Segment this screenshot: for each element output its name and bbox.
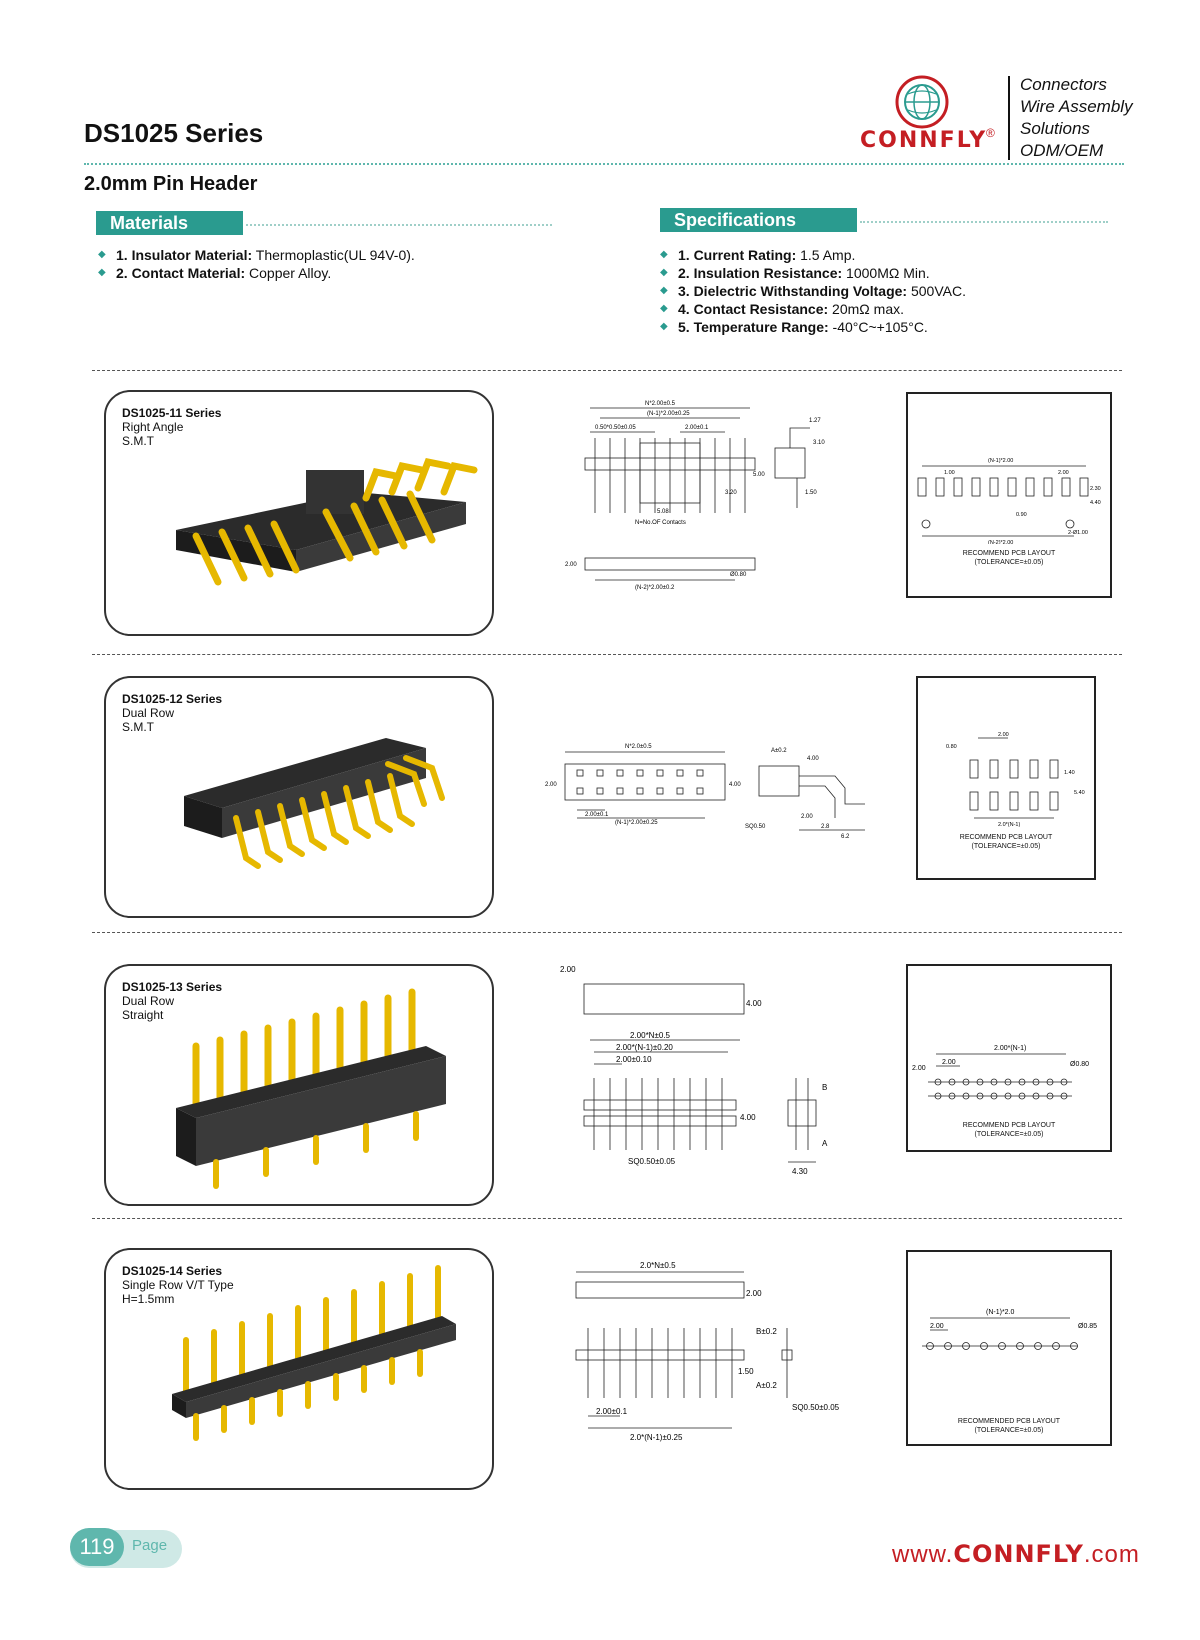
product-photo-dual-row-smt-header bbox=[106, 678, 492, 916]
specifications-list bbox=[660, 246, 1120, 336]
product-type: Dual Row bbox=[122, 994, 175, 1008]
svg-text:4.00: 4.00 bbox=[746, 999, 762, 1008]
svg-text:2.00*(N-1)±0.20: 2.00*(N-1)±0.20 bbox=[616, 1043, 673, 1052]
tagline-line: Solutions bbox=[1020, 119, 1090, 138]
svg-text:5.08: 5.08 bbox=[657, 509, 669, 515]
pcb-drawing bbox=[918, 678, 1094, 828]
product-name: DS1025-11 Series bbox=[122, 406, 222, 420]
product-photo-right-angle-header bbox=[106, 392, 492, 634]
svg-text:0.90: 0.90 bbox=[1016, 512, 1027, 518]
pcb-layout-ds1025-13 bbox=[906, 964, 1112, 1152]
globe-icon bbox=[894, 74, 950, 130]
svg-text:2.0*N±0.5: 2.0*N±0.5 bbox=[640, 1261, 676, 1270]
svg-text:2.00±0.1: 2.00±0.1 bbox=[685, 425, 709, 431]
product-card-ds1025-13 bbox=[104, 964, 494, 1206]
svg-text:1.27: 1.27 bbox=[809, 418, 821, 424]
product-type: Single Row V/T Type bbox=[122, 1278, 234, 1292]
svg-text:2-Ø1.00: 2-Ø1.00 bbox=[1068, 530, 1088, 536]
svg-text:4.00: 4.00 bbox=[807, 756, 819, 762]
svg-text:SQ0.50±0.05: SQ0.50±0.05 bbox=[792, 1403, 840, 1412]
svg-text:2.00: 2.00 bbox=[746, 1289, 762, 1298]
svg-text:SQ0.50±0.05: SQ0.50±0.05 bbox=[628, 1157, 676, 1166]
page-label: Page bbox=[132, 1537, 168, 1554]
product-photo-single-row-header bbox=[106, 1250, 492, 1488]
svg-text:1.50: 1.50 bbox=[738, 1367, 754, 1376]
svg-text:1.00: 1.00 bbox=[944, 470, 955, 476]
svg-text:5.40: 5.40 bbox=[1074, 790, 1085, 796]
svg-text:N*2.00±0.5: N*2.00±0.5 bbox=[645, 401, 675, 407]
tagline-line: Connectors bbox=[1020, 75, 1107, 94]
svg-text:2.00: 2.00 bbox=[565, 562, 577, 568]
section-divider bbox=[92, 932, 1122, 933]
svg-text:2.00±0.1: 2.00±0.1 bbox=[585, 812, 609, 818]
svg-text:0.50*0.50±0.05: 0.50*0.50±0.05 bbox=[595, 425, 636, 431]
svg-text:A±0.2: A±0.2 bbox=[756, 1381, 777, 1390]
list-item: ◆ 2. Insulation Resistance: 1000MΩ Min. bbox=[660, 264, 1120, 282]
technical-drawing bbox=[565, 398, 865, 613]
tagline-line: Wire Assembly bbox=[1020, 97, 1133, 116]
svg-text:B: B bbox=[822, 1083, 828, 1092]
svg-text:1.50: 1.50 bbox=[805, 490, 817, 496]
svg-text:2.00: 2.00 bbox=[942, 1059, 956, 1066]
svg-text:2.00: 2.00 bbox=[1058, 470, 1069, 476]
product-name: DS1025-13 Series bbox=[122, 980, 223, 994]
pcb-caption: RECOMMENDED PCB LAYOUT (TOLERANCE=±0.05) bbox=[957, 1418, 1061, 1434]
dimension-drawing-ds1025-12 bbox=[545, 738, 905, 848]
specifications-heading-rule bbox=[860, 221, 1108, 223]
svg-text:2.00: 2.00 bbox=[801, 814, 813, 820]
svg-text:2.30: 2.30 bbox=[1090, 486, 1101, 492]
list-item: ◆ 3. Dielectric Withstanding Voltage: 500VAC. bbox=[660, 282, 1120, 300]
svg-text:B±0.2: B±0.2 bbox=[756, 1327, 777, 1336]
pcb-caption: RECOMMEND PCB LAYOUT (TOLERANCE=±0.05) bbox=[962, 550, 1056, 566]
materials-list bbox=[98, 246, 578, 282]
svg-text:2.8: 2.8 bbox=[821, 824, 830, 830]
svg-text:N=No.OF Contacts: N=No.OF Contacts bbox=[635, 520, 686, 526]
svg-text:Ø0.85: Ø0.85 bbox=[1078, 1323, 1098, 1330]
pcb-drawing bbox=[908, 394, 1110, 544]
product-type: Right Angle bbox=[122, 420, 184, 434]
svg-text:0.80: 0.80 bbox=[946, 744, 957, 750]
svg-text:Ø0.80: Ø0.80 bbox=[730, 572, 747, 578]
svg-text:N*2.0±0.5: N*2.0±0.5 bbox=[625, 744, 652, 750]
svg-text:5.00: 5.00 bbox=[753, 472, 765, 478]
technical-drawing bbox=[560, 1258, 860, 1448]
materials-heading-rule bbox=[246, 224, 552, 226]
brand-name: CONNFLY bbox=[860, 128, 988, 153]
svg-text:2.00: 2.00 bbox=[998, 732, 1009, 738]
svg-text:4.40: 4.40 bbox=[1090, 500, 1101, 506]
svg-text:2.00: 2.00 bbox=[545, 782, 557, 788]
section-divider bbox=[92, 1218, 1122, 1219]
product-card-ds1025-11 bbox=[104, 390, 494, 636]
list-item: ◆ 4. Contact Resistance: 20mΩ max. bbox=[660, 300, 1120, 318]
product-photo-dual-row-straight-header bbox=[106, 966, 492, 1204]
page-subtitle: 2.0mm Pin Header bbox=[84, 173, 258, 195]
dimension-drawing-ds1025-14 bbox=[560, 1258, 860, 1448]
product-type: Dual Row bbox=[122, 706, 175, 720]
product-mount: H=1.5mm bbox=[122, 1292, 175, 1306]
page-title: DS1025 Series bbox=[84, 118, 264, 148]
section-divider bbox=[92, 654, 1122, 655]
svg-text:2.00*N±0.5: 2.00*N±0.5 bbox=[630, 1031, 670, 1040]
section-divider bbox=[92, 370, 1122, 371]
product-mount: S.M.T bbox=[122, 720, 154, 734]
pcb-caption: RECOMMEND PCB LAYOUT (TOLERANCE=±0.05) bbox=[962, 1122, 1056, 1138]
svg-text:2.00: 2.00 bbox=[560, 965, 576, 974]
svg-text:2.00±0.10: 2.00±0.10 bbox=[616, 1055, 652, 1064]
tagline-divider bbox=[1008, 76, 1010, 160]
product-mount: Straight bbox=[122, 1008, 164, 1022]
website-link[interactable]: www.CONNFLY.com bbox=[892, 1540, 1140, 1568]
header-rule bbox=[84, 163, 1124, 165]
svg-text:(N-1)*2.0: (N-1)*2.0 bbox=[986, 1309, 1015, 1316]
specifications-heading: Specifications bbox=[660, 208, 857, 232]
product-name: DS1025-12 Series bbox=[122, 692, 223, 706]
pcb-layout-ds1025-14 bbox=[906, 1250, 1112, 1446]
svg-text:2.0*(N-1): 2.0*(N-1) bbox=[998, 822, 1021, 828]
svg-text:(N-2)*2.00±0.2: (N-2)*2.00±0.2 bbox=[635, 585, 675, 591]
svg-text:4.00: 4.00 bbox=[729, 782, 741, 788]
product-mount: S.M.T bbox=[122, 434, 154, 448]
brand-logo bbox=[860, 74, 1000, 158]
tagline-line: ODM/OEM bbox=[1020, 141, 1104, 160]
product-name: DS1025-14 Series bbox=[122, 1264, 223, 1278]
svg-text:2.00±0.1: 2.00±0.1 bbox=[596, 1407, 628, 1416]
dimension-drawing-ds1025-13 bbox=[560, 950, 860, 1200]
technical-drawing bbox=[560, 950, 860, 1200]
pcb-layout-ds1025-11 bbox=[906, 392, 1112, 598]
svg-text:3.20: 3.20 bbox=[725, 490, 737, 496]
svg-text:A: A bbox=[822, 1139, 828, 1148]
svg-text:2.00: 2.00 bbox=[930, 1323, 944, 1330]
svg-text:SQ0.50: SQ0.50 bbox=[745, 824, 766, 830]
tagline bbox=[1020, 74, 1133, 162]
pcb-drawing bbox=[908, 966, 1110, 1116]
list-item: ◆ 2. Contact Material: Copper Alloy. bbox=[98, 264, 578, 282]
list-item: ◆ 1. Insulator Material: Thermoplastic(UL 94V-0). bbox=[98, 246, 578, 264]
svg-text:6.2: 6.2 bbox=[841, 834, 850, 840]
svg-text:(N-2)*2.00: (N-2)*2.00 bbox=[988, 540, 1014, 544]
svg-text:(N-1)*2.00: (N-1)*2.00 bbox=[988, 458, 1014, 464]
svg-text:4.00: 4.00 bbox=[740, 1113, 756, 1122]
svg-text:1.40: 1.40 bbox=[1064, 770, 1075, 776]
svg-text:4.30: 4.30 bbox=[792, 1167, 808, 1176]
list-item: ◆ 5. Temperature Range: -40°C~+105°C. bbox=[660, 318, 1120, 336]
page-number: 119 bbox=[70, 1528, 124, 1566]
svg-text:(N-1)*2.00±0.25: (N-1)*2.00±0.25 bbox=[615, 820, 658, 826]
svg-text:2.00*(N-1): 2.00*(N-1) bbox=[994, 1045, 1027, 1052]
svg-text:2.00: 2.00 bbox=[912, 1065, 926, 1072]
svg-text:3.10: 3.10 bbox=[813, 440, 825, 446]
technical-drawing bbox=[545, 738, 905, 848]
materials-heading: Materials bbox=[96, 211, 243, 235]
pcb-caption: RECOMMEND PCB LAYOUT (TOLERANCE=±0.05) bbox=[959, 834, 1053, 850]
list-item: ◆ 1. Current Rating: 1.5 Amp. bbox=[660, 246, 1120, 264]
svg-text:2.0*(N-1)±0.25: 2.0*(N-1)±0.25 bbox=[630, 1433, 683, 1442]
svg-text:Ø0.80: Ø0.80 bbox=[1070, 1061, 1090, 1068]
pcb-layout-ds1025-12 bbox=[916, 676, 1096, 880]
product-card-ds1025-12 bbox=[104, 676, 494, 918]
registered-mark: ® bbox=[986, 126, 995, 140]
product-card-ds1025-14 bbox=[104, 1248, 494, 1490]
svg-text:(N-1)*2.00±0.25: (N-1)*2.00±0.25 bbox=[647, 411, 690, 417]
svg-text:A±0.2: A±0.2 bbox=[771, 748, 787, 754]
dimension-drawing-ds1025-11 bbox=[565, 398, 865, 613]
pcb-drawing bbox=[908, 1252, 1110, 1412]
